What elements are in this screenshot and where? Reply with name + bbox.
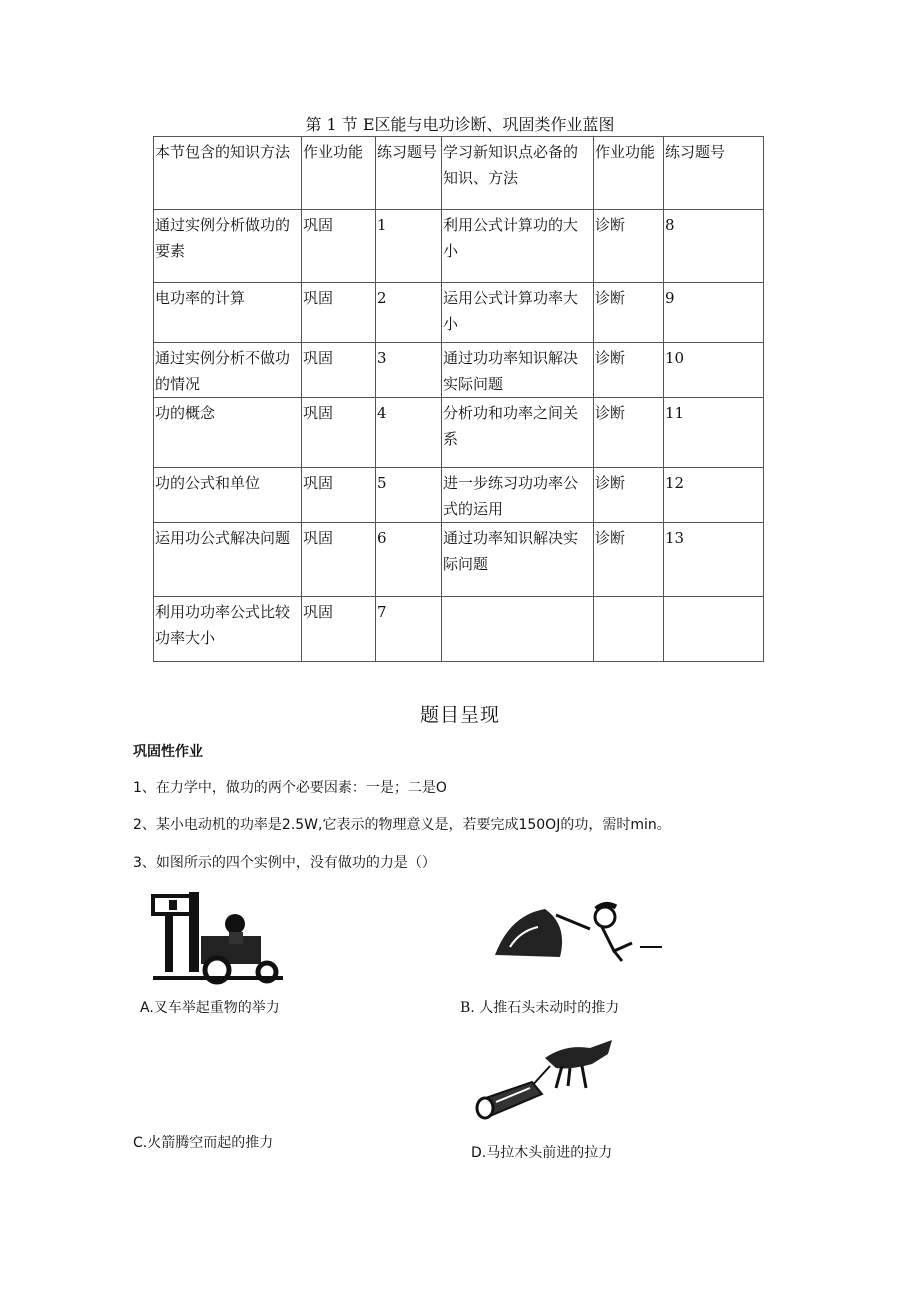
table-cell: 通过功率知识解决实际问题 — [442, 523, 594, 597]
table-cell: 功的公式和单位 — [154, 468, 302, 523]
table-cell: 7 — [376, 597, 442, 662]
question-3: 3、如图所示的四个实例中，没有做功的力是（） — [133, 855, 436, 871]
table-cell: 3 — [376, 343, 442, 398]
blueprint-table — [153, 136, 764, 662]
table-cell: 9 — [664, 283, 764, 343]
table-cell: 诊断 — [594, 398, 664, 468]
table-cell: 5 — [376, 468, 442, 523]
table-cell: 通过实例分析做功的要素 — [154, 210, 302, 283]
table-cell: 利用公式计算功的大小 — [442, 210, 594, 283]
header-cell: 学习新知识点必备的知识、方法 — [442, 137, 594, 210]
table-cell: 诊断 — [594, 283, 664, 343]
table-row — [154, 283, 764, 343]
table-cell: 巩固 — [302, 398, 376, 468]
table-row — [154, 210, 764, 283]
table-cell: 巩固 — [302, 468, 376, 523]
horse-log-illustration — [470, 1030, 620, 1125]
table-cell: 进一步练习功功率公式的运用 — [442, 468, 594, 523]
header-cell: 练习题号 — [376, 137, 442, 210]
table-title: 第 1 节 E区能与电功诊断、巩固类作业蓝图 — [305, 115, 615, 134]
table-cell: 巩固 — [302, 343, 376, 398]
table-cell: 通过功功率知识解决实际问题 — [442, 343, 594, 398]
table-cell: 运用公式计算功率大小 — [442, 283, 594, 343]
table-row — [154, 597, 764, 662]
table-cell: 运用功公式解决问题 — [154, 523, 302, 597]
section-title: 题目呈现 — [419, 704, 500, 726]
table-cell: 巩固 — [302, 210, 376, 283]
sub-heading: 巩固性作业 — [133, 744, 203, 760]
table-cell: 电功率的计算 — [154, 283, 302, 343]
table-cell: 分析功和功率之间关系 — [442, 398, 594, 468]
table-cell: 巩固 — [302, 523, 376, 597]
header-cell: 练习题号 — [664, 137, 764, 210]
table-cell: 诊断 — [594, 523, 664, 597]
table-cell: 巩固 — [302, 597, 376, 662]
option-d: D.马拉木头前进的拉力 — [471, 1145, 613, 1161]
table-cell — [664, 597, 764, 662]
table-cell: 1 — [376, 210, 442, 283]
table-cell: 通过实例分析不做功的情况 — [154, 343, 302, 398]
option-c: C.火箭腾空而起的推力 — [133, 1135, 274, 1151]
table-row — [154, 468, 764, 523]
table-cell: 诊断 — [594, 468, 664, 523]
table-row — [154, 398, 764, 468]
table-cell — [594, 597, 664, 662]
table-cell: 诊断 — [594, 210, 664, 283]
question-2: 2、某小电动机的功率是2.5W,它表示的物理意义是，若要完成150OJ的功，需时min。 — [133, 817, 671, 833]
header-cell: 作业功能 — [302, 137, 376, 210]
table-cell: 功的概念 — [154, 398, 302, 468]
forklift-illustration — [145, 886, 285, 986]
option-b: B. 人推石头未动时的推力 — [460, 1000, 620, 1016]
table-cell: 4 — [376, 398, 442, 468]
table-cell: 巩固 — [302, 283, 376, 343]
header-cell: 作业功能 — [594, 137, 664, 210]
table-cell: 2 — [376, 283, 442, 343]
table-cell: 诊断 — [594, 343, 664, 398]
header-cell: 本节包含的知识方法 — [154, 137, 302, 210]
table-cell: 12 — [664, 468, 764, 523]
push-rock-illustration — [490, 895, 665, 965]
table-header-row — [154, 137, 764, 210]
option-a: A.叉车举起重物的举力 — [140, 1000, 280, 1016]
table-row — [154, 523, 764, 597]
table-cell: 13 — [664, 523, 764, 597]
table-cell: 10 — [664, 343, 764, 398]
table-cell: 6 — [376, 523, 442, 597]
table-cell: 11 — [664, 398, 764, 468]
question-1: 1、在力学中，做功的两个必要因素：一是；二是O — [133, 780, 447, 796]
table-row — [154, 343, 764, 398]
table-cell — [442, 597, 594, 662]
table-cell: 8 — [664, 210, 764, 283]
table-cell: 利用功功率公式比较功率大小 — [154, 597, 302, 662]
